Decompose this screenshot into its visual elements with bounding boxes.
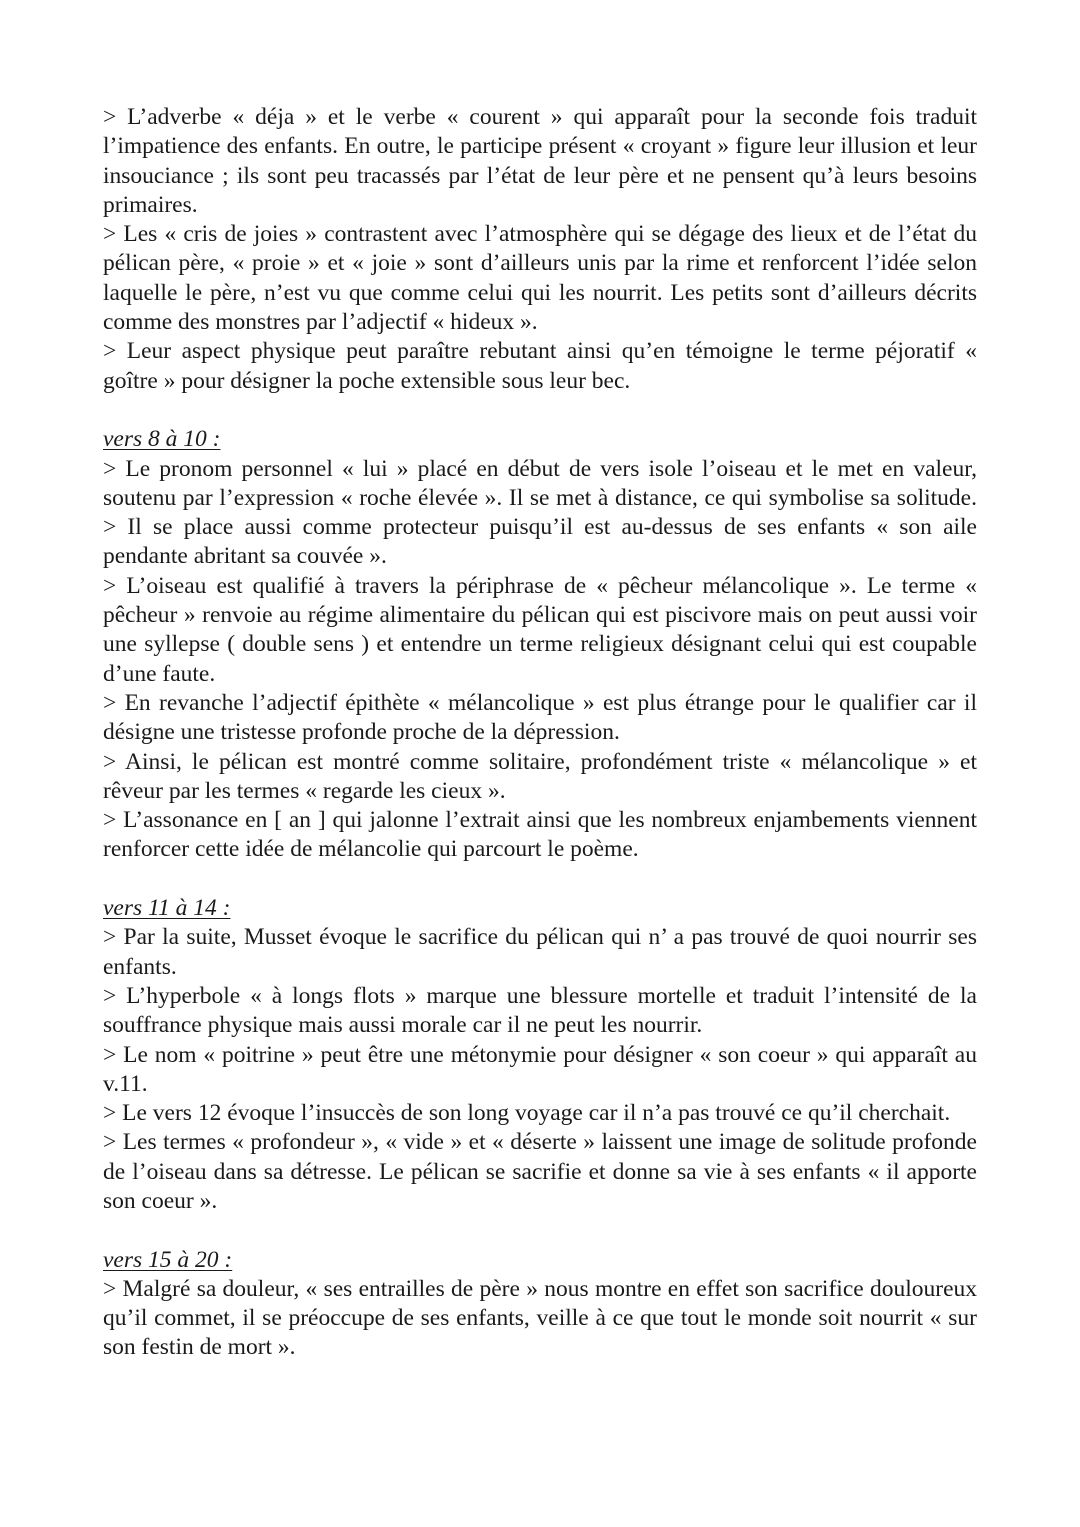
section-vers-8-10 [103,425,977,864]
paragraph: > Le nom « poitrine » peut être une métonymie pour désigner « son coeur » qui apparaît au v.11. [103,1041,977,1097]
section-vers-15-20 [103,1246,977,1363]
paragraph: > L’oiseau est qualifié à travers la périphrase de « pêcheur mélancolique ». Le terme « pêcheur » renvoie au régime alimentaire du pélican qui est piscivore mais on peut aussi voir une syllepse ( double sens ) et entendre un terme religieux désignant celui qui est coupable d’une faute. [103,572,977,687]
section-heading: vers 8 à 10 : [103,426,221,453]
paragraph: > L’hyperbole « à longs flots » marque une blessure mortelle et traduit l’intensité de la souffrance physique mais aussi morale car il ne peut les nourrir. [103,982,977,1039]
section-vers-11-14 [103,894,977,1216]
paragraph: > En revanche l’adjectif épithète « mélancolique » est plus étrange pour le qualifier car il désigne une tristesse profonde proche de la dépression. [103,689,977,746]
section-heading: vers 11 à 14 : [103,895,231,922]
document-page [103,103,977,1363]
paragraph: > L’assonance en [ an ] qui jalonne l’extrait ainsi que les nombreux enjambements viennent renforcer cette idée de mélancolie qui parcourt le poème. [103,807,977,863]
paragraph: > Le vers 12 évoque l’insuccès de son long voyage car il n’a pas trouvé ce qu’il cherchait. [103,1100,951,1127]
paragraph: > Leur aspect physique peut paraître rebutant ainsi qu’en témoigne le terme péjoratif « goître » pour désigner la poche extensible sous leur bec. [103,338,977,394]
paragraph: > Par la suite, Musset évoque le sacrifice du pélican qui n’ a pas trouvé de quoi nourrir ses enfants. [103,924,977,980]
paragraph: > Les termes « profondeur », « vide » et « déserte » laissent une image de solitude profonde de l’oiseau dans sa détresse. Le pélican se sacrifie et donne sa vie à ses enfants « il apporte son coeur ». [103,1129,977,1214]
paragraph: > Ainsi, le pélican est montré comme solitaire, profondément triste « mélancolique » et rêveur par les termes « regarde les cieux ». [103,748,977,804]
paragraph: > Malgré sa douleur, « ses entrailles de père » nous montre en effet son sacrifice douloureux qu’il commet, il se préoccupe de ses enfants, veille à ce que tout le monde soit nourrit « sur son festin de mort ». [103,1275,977,1361]
intro-block [103,103,977,396]
section-heading: vers 15 à 20 : [103,1246,233,1273]
paragraph: > Le pronom personnel « lui » placé en début de vers isole l’oiseau et le met en valeur, soutenu par l’expression « roche élevée ». Il se met à distance, ce qui symbolise sa solitude. > Il se place aussi comme protecteur puisqu’il est au-dessus de ses enfants « son aile pendante abritant sa couvée ». [103,455,977,570]
paragraph: > L’adverbe « déja » et le verbe « courent » qui apparaît pour la seconde fois traduit l’impatience des enfants. En outre, le participe présent « croyant » figure leur illusion et leur insouciance ; ils sont peu tracassés par l’état de leur père et ne pensent qu’à leurs besoins primaires. [103,104,977,218]
paragraph: > Les « cris de joies » contrastent avec l’atmosphère qui se dégage des lieux et de l’état du pélican père, « proie » et « joie » sont d’ailleurs unis par la rime et renforcent l’idée selon laquelle le père, n’est vu que comme celui qui les nourrit. Les petits sont d’ailleurs décrits comme des monstres par l’adjectif « hideux ». [103,221,977,336]
